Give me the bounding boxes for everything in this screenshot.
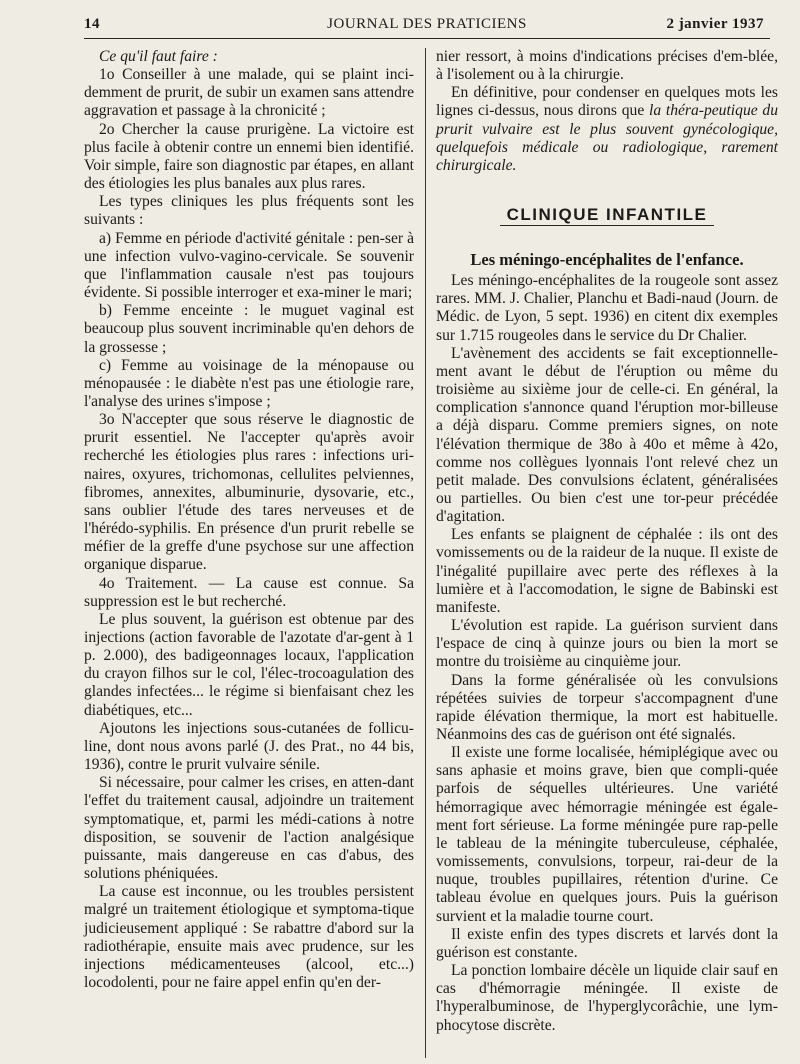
paragraph: Ajoutons les injections sous-cutanées de follicu-line, dont nous avons parlé (J. des Prat., no 44 bis, 1936), contre le prurit vulvaire sénile.	[84, 719, 414, 774]
page-header	[84, 14, 770, 39]
paragraph: b) Femme enceinte : le muguet vaginal est beaucoup plus souvent incriminable qu'en dehors de la grossesse ;	[84, 302, 414, 356]
conclusion-paragraph	[436, 84, 778, 175]
paragraph: 3o N'accepter que sous réserve le diagnostic de prurit essentiel. Ne l'accepter qu'après avoir recherché les étiologies plus rares : infections uri-naires, oxyures, trichomonas, cellulites pelviennes, fibromes, annexites, albuminurie, dysovarie, etc., sans oublier l'étude des tares nerveuses et de l'hérédo-syphilis. En présence d'un prurit rebelle se méfier de la greffe d'une psychose sur une affection organique disparue.	[84, 411, 414, 574]
paragraph: La cause est inconnue, ou les troubles persistent malgré un traitement étiologique et symptoma-tique judicieusement appliqué : Se rabattre d'abord sur la radiothérapie, ensuite mais avec prudence, sur les injections médicamenteuses (alcool, etc...) locodolenti, pour ne faire appel enfin qu'en der-	[84, 883, 414, 991]
paragraph: Le plus souvent, la guérison est obtenue par des injections (action favorable de l'azotate d'ar-gent à 1 p. 2.000), des badigeonnages locaux, l'application du crayon filhos sur le col, l'élec-trocoagulation des glandes infectées... le régime si bienfaisant chez les diabétiques, etc...	[84, 610, 414, 719]
paragraph: Les types cliniques les plus fréquents sont les suivants :	[84, 193, 414, 229]
right-column	[436, 48, 778, 1035]
paragraph: L'évolution est rapide. La guérison survient dans l'espace de cinq à quinze jours ou bien la mort se montre du troisième au cinquième jour.	[436, 617, 778, 671]
paragraph: Si nécessaire, pour calmer les crises, en atten-dant l'effet du traitement causal, adjoindre un traitement symptomatique, et, parmi les médi-cations à notre disposition, se souvenir de l'action analgésique puissante, mais dangereuse en cas d'abus, des solutions phéniquées.	[84, 774, 414, 883]
paragraph: La ponction lombaire décèle un liquide clair sauf en cas d'hémorragie méningée. Il existe de l'hyperalbuminose, de l'hyperglycorâchie, une lym-phocytose discrète.	[436, 962, 778, 1034]
paragraph: Dans la forme généralisée où les convulsions répétées suivies de torpeur s'accompagnent d'une rapide élévation thermique, la mort est habituelle. Néanmoins des cas de guérison ont été signalés.	[436, 671, 778, 743]
paragraph: 4o Traitement. — La cause est connue. Sa suppression est le but recherché.	[84, 574, 414, 610]
conclusion-text: En définitive, pour condenser en quelques mots les lignes ci-dessus, nous dirons que	[436, 84, 778, 120]
section-title	[436, 205, 778, 226]
section-underline	[500, 225, 714, 226]
page-number: 14	[84, 16, 100, 32]
conclusion-emphasis: la théra-peutique du prurit vulvaire est le plus souvent gynécologique, quelquefois médicale ou radiologique, rarement chirurgicale.	[436, 102, 778, 174]
paragraph: 1o Conseiller à une malade, qui se plaint inci-demment de prurit, de subir un examen sans attendre aggravation et passage à la chronicité ;	[84, 66, 414, 120]
paragraph: Il existe enfin des types discrets et larvés dont la guérison est constante.	[436, 925, 778, 961]
paragraph: Les méningo-encéphalites de la rougeole sont assez rares. MM. J. Chalier, Planchu et Badi-naud (Journ. de Médic. de Lyon, 5 sept. 1936) en citent dix exemples sur 1.715 rougeoles dans le service du Dr Chalier.	[436, 272, 778, 344]
paragraph: L'avènement des accidents se fait exceptionnelle-ment avant le début de l'éruption ou même du troisième au sixième jour de celle-ci. En général, la complication s'annonce quand l'éruption mor-billeuse a déjà disparu. Comme premiers signes, on note l'élévation thermique de 38o à 40o et même à 42o, comme nos collègues lyonnais l'ont relevé chez un petit malade. Des convulsions éclatent, généralisées ou partielles. Ou bien c'est une tor-peur précédée d'agitation.	[436, 344, 778, 526]
paragraph: a) Femme en période d'activité génitale : pen-ser à une infection vulvo-vagino-cervicale. Se souvenir que l'inflammation causale n'est pas toujours évidente. Si possible interroger et exa-miner le mari;	[84, 229, 414, 302]
column-divider	[425, 48, 426, 1058]
paragraph: Il existe une forme localisée, hémiplégique avec ou sans aphasie et moins grave, bien que compli-quée parfois de séquelles ultérieures. Une variété hémorragique avec hémorragie méningée est égale-ment fort sérieuse. La forme méningée pure rap-pelle le tableau de la méningite tuberculeuse, céphalée, vomissements, convulsions, torpeur, rai-deur de la nuque, troubles pupillaires, rétention d'urine. Ce tableau évolue en quelques jours. Puis la guérison survient et la maladie tourne court.	[436, 744, 778, 925]
article-title: Les méningo-encéphalites de l'enfance.	[470, 250, 744, 270]
section-title-text: CLINIQUE INFANTILE	[506, 205, 708, 225]
issue-date: 2 janvier 1937	[666, 16, 764, 32]
journal-title: JOURNAL DES PRATICIENS	[327, 16, 527, 32]
paragraph: Les enfants se plaignent de céphalée : ils ont des vomissements ou de la raideur de la nuque. Il existe de l'inégalité pupillaire avec perte des réflexes à la lumière et à l'accomodation, le signe de Babinski est manifeste.	[436, 526, 778, 616]
paragraph: 2o Chercher la cause prurigène. La victoire est plus facile à obtenir contre un ennemi bien identifié. Voir simple, faire son diagnostic par étapes, en allant des étiologies les plus banales aux plus rares.	[84, 120, 414, 193]
paragraph: c) Femme au voisinage de la ménopause ou ménopausée : le diabète n'est pas une étiologie rare, l'analyse des urines s'impose ;	[84, 356, 414, 410]
left-column	[84, 48, 414, 992]
continued-paragraph: nier ressort, à moins d'indications précises d'em-blée, à l'isolement ou à la chirurgie.	[436, 48, 778, 84]
section-heading: Ce qu'il faut faire :	[99, 48, 218, 65]
